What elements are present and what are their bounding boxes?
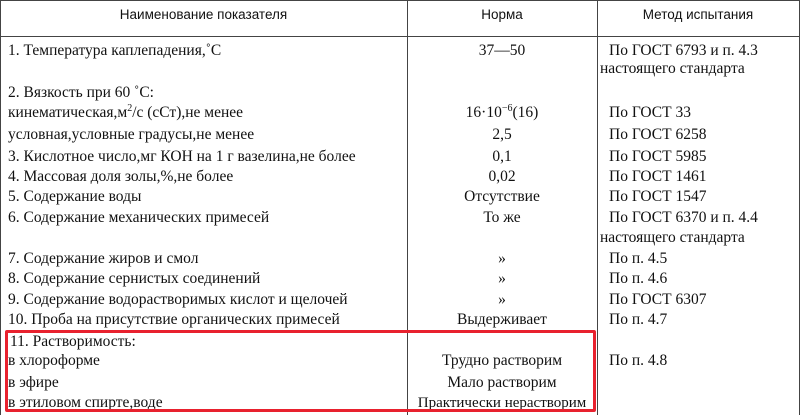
row-chloroform-method: По п. 4.8 (609, 352, 668, 369)
table-left-border (0, 0, 1, 415)
row-3-norm: 0,1 (492, 148, 512, 165)
row-10-norm: Выдерживает (457, 311, 547, 328)
row-10-method: По п. 4.7 (609, 311, 668, 328)
row-1-indicator: 1. Температура каплепадения,˚С (8, 42, 222, 59)
row-7-norm: » (498, 250, 506, 267)
row-9-norm: » (498, 291, 506, 308)
row-8-method: По п. 4.6 (609, 270, 668, 287)
header-indicator: Наименование показателя (119, 7, 288, 22)
row-conditional-method: По ГОСТ 6258 (609, 126, 707, 143)
column-divider-2 (597, 0, 598, 415)
row-kinematic-norm: $16\cdot 10^{-6}(16)$ (465, 102, 539, 121)
row-8-norm: » (498, 270, 506, 287)
row-4-method: По ГОСТ 1461 (609, 168, 707, 185)
header-divider (0, 36, 800, 37)
row-3-indicator: 3. Кислотное число,мг КОН на 1 г вазелина,не более (8, 148, 356, 165)
table-top-border (0, 0, 800, 1)
row-5-indicator: 5. Содержание воды (8, 188, 142, 205)
row-9-method: По ГОСТ 6307 (609, 291, 707, 308)
row-ether-indicator: в эфире (8, 374, 59, 391)
row-kinematic-indicator: $кинематическая,м^2/с$ (сСт),не менее (8, 102, 244, 121)
row-3-method: По ГОСТ 5985 (609, 148, 707, 165)
row-10-indicator: 10. Проба на присутствие органических примесей (8, 311, 340, 328)
row-chloroform-norm: Трудно растворим (441, 352, 563, 369)
highlight-box (5, 330, 596, 412)
row-6-method-cont: настоящего стандарта (600, 229, 745, 246)
row-11-indicator: 11. Растворимость: (10, 333, 136, 350)
header-method: Метод испытания (642, 7, 754, 22)
row-6-norm: То же (483, 209, 521, 226)
row-7-indicator: 7. Содержание жиров и смол (8, 250, 199, 267)
row-7-method: По п. 4.5 (609, 250, 668, 267)
row-conditional-norm: 2,5 (492, 126, 512, 143)
row-1-method: По ГОСТ 6793 и п. 4.3 (609, 42, 758, 59)
header-norm: Норма (481, 7, 523, 22)
row-4-norm: 0,02 (488, 168, 516, 185)
row-8-indicator: 8. Содержание сернистых соединений (8, 270, 261, 287)
row-ether-norm: Мало растворим (447, 374, 557, 391)
row-5-norm: Отсутствие (464, 188, 540, 205)
row-2-indicator: 2. Вязкость при 60 ˚С: (8, 84, 154, 101)
row-5-method: По ГОСТ 1547 (609, 188, 707, 205)
row-1-norm: 37—50 (478, 42, 526, 59)
row-chloroform-indicator: в хлороформе (8, 352, 100, 369)
row-ethanol-indicator: в этиловом спирте,воде (8, 394, 163, 411)
row-conditional-indicator: условная,условные градусы,не менее (8, 126, 255, 143)
row-ethanol-norm: Практически нерастворим (417, 395, 587, 411)
row-kinematic-method: По ГОСТ 33 (609, 104, 691, 121)
row-9-indicator: 9. Содержание водорастворимых кислот и щелочей (8, 291, 348, 308)
row-4-indicator: 4. Массовая доля золы,%,не более (8, 168, 234, 185)
row-1-method-cont: настоящего стандарта (600, 60, 745, 77)
row-6-indicator: 6. Содержание механических примесей (8, 209, 270, 226)
row-6-method: По ГОСТ 6370 и п. 4.4 (609, 209, 758, 226)
